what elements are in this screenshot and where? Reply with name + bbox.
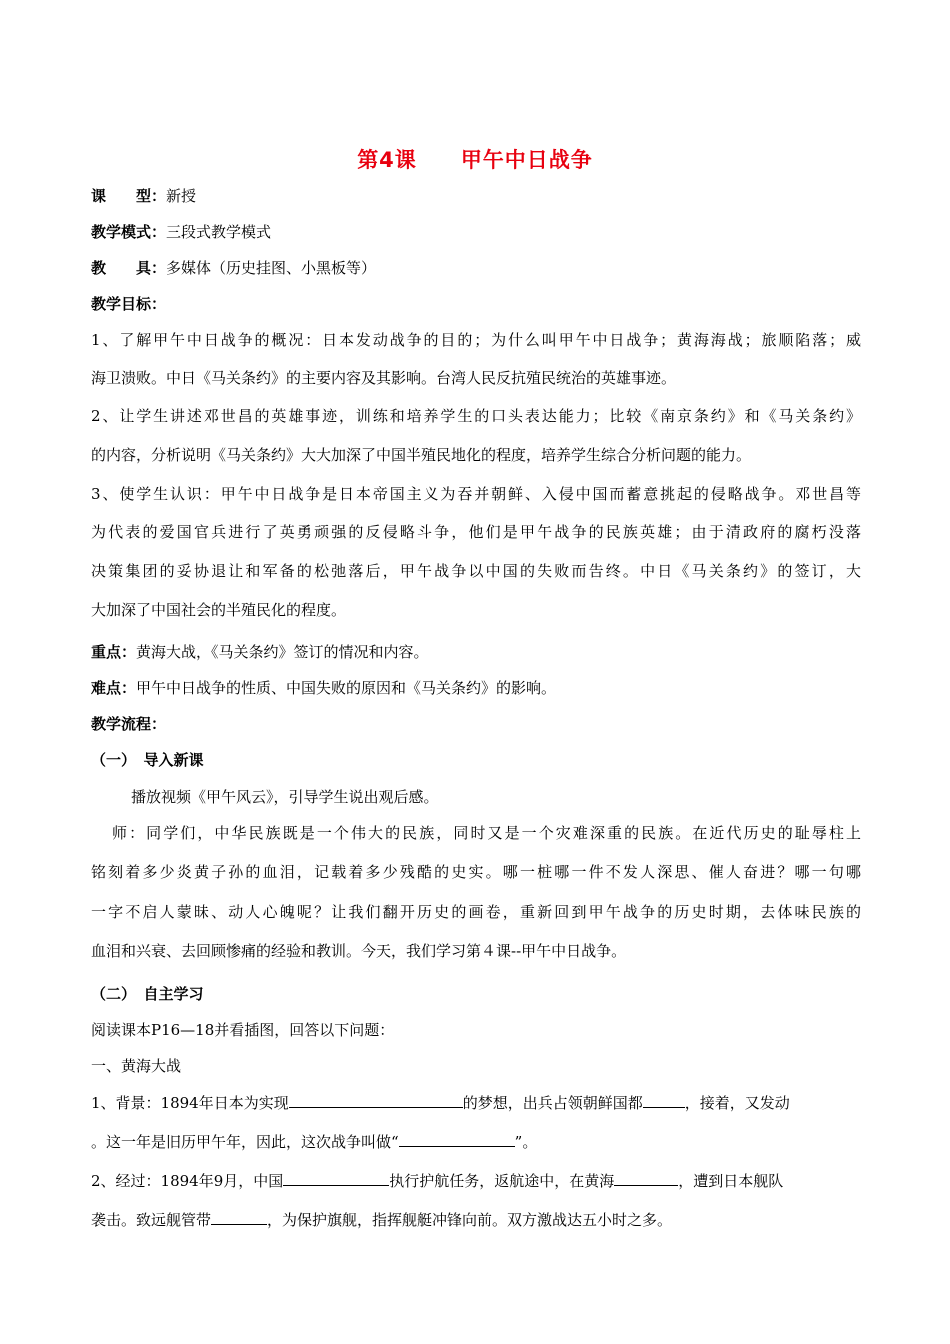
goal-3-line-1: 3、使学生认识：甲午中日战争是日本帝国主义为吞并朝鲜、入侵中国而蓄意挑起的侵略战争。邓世昌等: [91, 485, 861, 503]
q2-text-a: 2、经过：1894年9月，中国: [91, 1172, 284, 1190]
tools-row: [91, 258, 861, 278]
q1-text-d: 。这一年是旧历甲午年，因此，这次战争叫做“: [91, 1133, 399, 1151]
fill-blank-2[interactable]: [643, 1092, 685, 1108]
q2-text-d: 袭击。致远舰管带: [91, 1211, 212, 1229]
difficult-points-row: [91, 678, 861, 698]
difficult-label: 难点：: [91, 679, 137, 697]
section-1-intro: 播放视频《甲午风云》，引导学生说出观后感。: [131, 788, 439, 806]
section-1-heading: （一） 导入新课: [91, 751, 204, 769]
fill-blank-6[interactable]: [211, 1209, 267, 1225]
difficult-text: 甲午中日战争的性质、中国失败的原因和《马关条约》的影响。: [136, 679, 557, 697]
goal-1-line-2: 海卫溃败。中日《马关条约》的主要内容及其影响。台湾人民反抗殖民统治的英雄事迹。: [91, 369, 677, 387]
fill-blank-5[interactable]: [614, 1170, 678, 1186]
goal-3-line-3: 决策集团的妥协退让和军备的松弛落后，甲午战争以中国的失败而告终。中日《马关条约》的签订，大: [91, 562, 861, 580]
type-value: 新授: [166, 187, 197, 205]
mode-label: 教学模式：: [91, 223, 167, 241]
key-text: 黄海大战，《马关条约》签订的情况和内容。: [136, 643, 429, 661]
section-2-intro: 阅读课本P16—18并看插图，回答以下问题：: [91, 1021, 395, 1039]
q2-text-e: ，为保护旗舰，指挥舰艇冲锋向前。双方激战达五小时之多。: [267, 1211, 673, 1229]
question-2-line-1: [91, 1170, 861, 1191]
teacher-line-1: 师：同学们，中华民族既是一个伟大的民族，同时又是一个灾难深重的民族。在近代历史的耻辱柱上: [112, 824, 861, 842]
fill-blank-3[interactable]: [399, 1131, 515, 1147]
teacher-line-2: 铭刻着多少炎黄子孙的血泪，记载着多少残酷的史实。哪一桩哪一件不发人深思、催人奋进？哪一句哪: [91, 863, 861, 881]
type-row: [91, 186, 861, 206]
teacher-line-3: 一字不启人蒙昧、动人心魄呢？让我们翻开历史的画卷，重新回到甲午战争的历史时期，去体味民族的: [91, 903, 861, 921]
type-label: 课 型：: [91, 187, 167, 205]
goals-heading: 教学目标：: [91, 295, 167, 313]
tools-value: 多媒体（历史挂图、小黑板等）: [166, 259, 377, 277]
q1-text-e: ”。: [514, 1133, 538, 1151]
flow-heading: 教学流程：: [91, 715, 167, 733]
question-1-line-1: [91, 1092, 861, 1113]
key-label: 重点：: [91, 643, 137, 661]
q1-text-a: 1、背景：1894年日本为实现: [91, 1094, 289, 1112]
goal-1-line-1: 1、了解甲午中日战争的概况：日本发动战争的目的；为什么叫甲午中日战争；黄海海战；旅顺陷落；威: [91, 331, 861, 349]
goal-2-line-1: 2、让学生讲述邓世昌的英雄事迹，训练和培养学生的口头表达能力；比较《南京条约》和《马关条约》: [91, 407, 861, 425]
section-2-heading: （二） 自主学习: [91, 985, 204, 1003]
teacher-line-4: 血泪和兴衰、去回顾惨痛的经验和教训。今天，我们学习第４课--甲午中日战争。: [91, 942, 627, 960]
goal-3-line-4: 大加深了中国社会的半殖民化的程度。: [91, 601, 347, 619]
lesson-name: 甲午中日战争: [460, 148, 593, 172]
lesson-number: 第4课: [357, 148, 417, 172]
subsection-heading: 一、黄海大战: [91, 1057, 182, 1075]
question-1-line-2: [91, 1131, 861, 1152]
tools-label: 教 具：: [91, 259, 167, 277]
q1-text-c: ，接着，又发动: [684, 1094, 790, 1112]
q2-text-b: 执行护航任务，返航途中，在黄海: [389, 1172, 615, 1190]
fill-blank-1[interactable]: [289, 1092, 463, 1108]
q2-text-c: ，遭到日本舰队: [678, 1172, 784, 1190]
goal-3-line-2: 为代表的爱国官兵进行了英勇顽强的反侵略斗争，他们是甲午战争的民族英雄；由于清政府的腐朽没落: [91, 523, 861, 541]
mode-value: 三段式教学模式: [166, 223, 272, 241]
question-2-line-2: [91, 1209, 861, 1230]
mode-row: [91, 222, 861, 242]
key-points-row: [91, 642, 861, 662]
fill-blank-4[interactable]: [283, 1170, 389, 1186]
q1-text-b: 的梦想，出兵占领朝鲜国都: [462, 1094, 643, 1112]
lesson-title: [0, 144, 950, 174]
goal-2-line-2: 的内容，分析说明《马关条约》大大加深了中国半殖民地化的程度，培养学生综合分析问题的能力。: [91, 446, 752, 464]
